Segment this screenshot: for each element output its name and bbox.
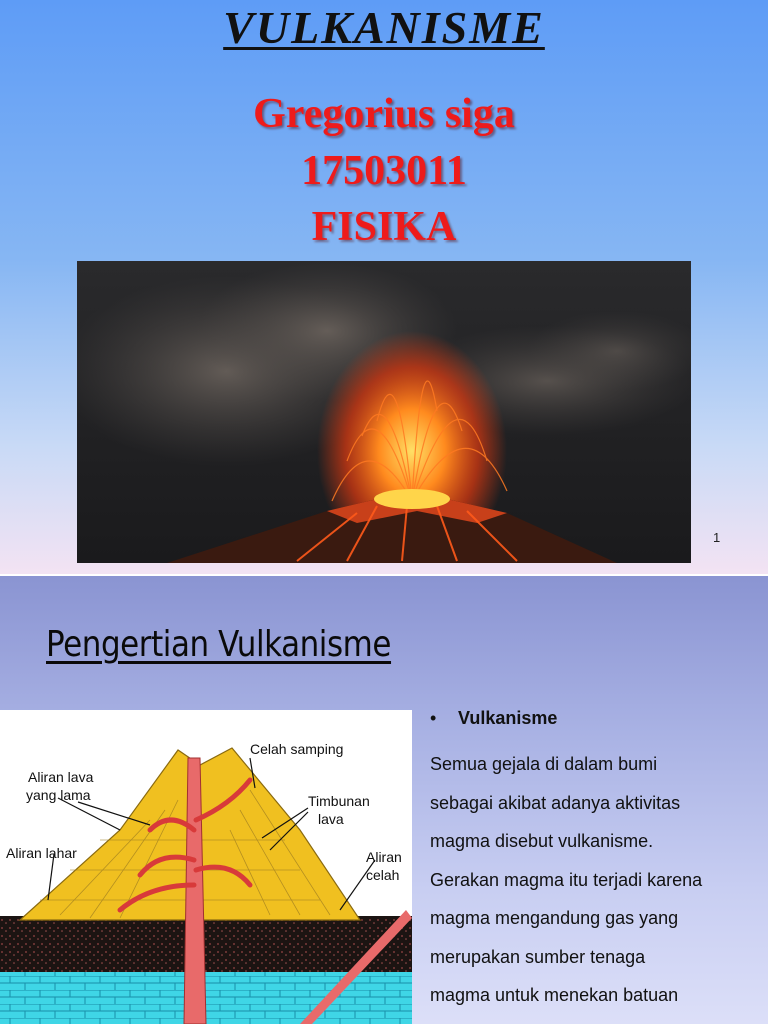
bullet-item [430, 708, 557, 729]
body-line: magma disebut vulkanisme. [430, 831, 654, 851]
bullet-title: Vulkanisme [458, 708, 558, 728]
body-line: sebagai akibat adanya aktivitas [430, 792, 681, 813]
bullet-marker: • [430, 708, 437, 728]
volcano-cross-section-diagram [0, 710, 412, 1024]
body-line: merupakan sumber tenaga [430, 946, 646, 967]
label-celah-samping: Celah samping [250, 741, 344, 757]
body-line: magma untuk menekan batuan [430, 985, 679, 1005]
study-program: FISIKA [311, 204, 457, 250]
label-aliran-lava-line1: Aliran lava [28, 769, 94, 785]
eruption-photo [77, 261, 691, 563]
label-aliran-celah-line1: Aliran [366, 849, 402, 865]
body-text [430, 749, 760, 1019]
body-line: Gerakan magma itu terjadi karena [430, 869, 703, 890]
body-line: magma mengandung gas yang [430, 908, 679, 928]
label-timbunan-line1: Timbunan [308, 793, 370, 809]
body-line: Semua gejala di dalam bumi [430, 754, 658, 774]
author-name: Gregorius siga [253, 91, 515, 137]
label-aliran-lava-line2: yang lama [26, 787, 91, 803]
label-aliran-celah-line2: celah [366, 867, 400, 883]
student-id: 17503011 [301, 148, 467, 194]
slide-title: VULKANISME [223, 2, 545, 53]
slide-heading: Pengertian Vulkanisme [46, 624, 392, 665]
label-timbunan-line2: lava [318, 811, 344, 827]
label-aliran-lahar: Aliran lahar [6, 845, 77, 861]
page-number: 1 [713, 530, 721, 545]
